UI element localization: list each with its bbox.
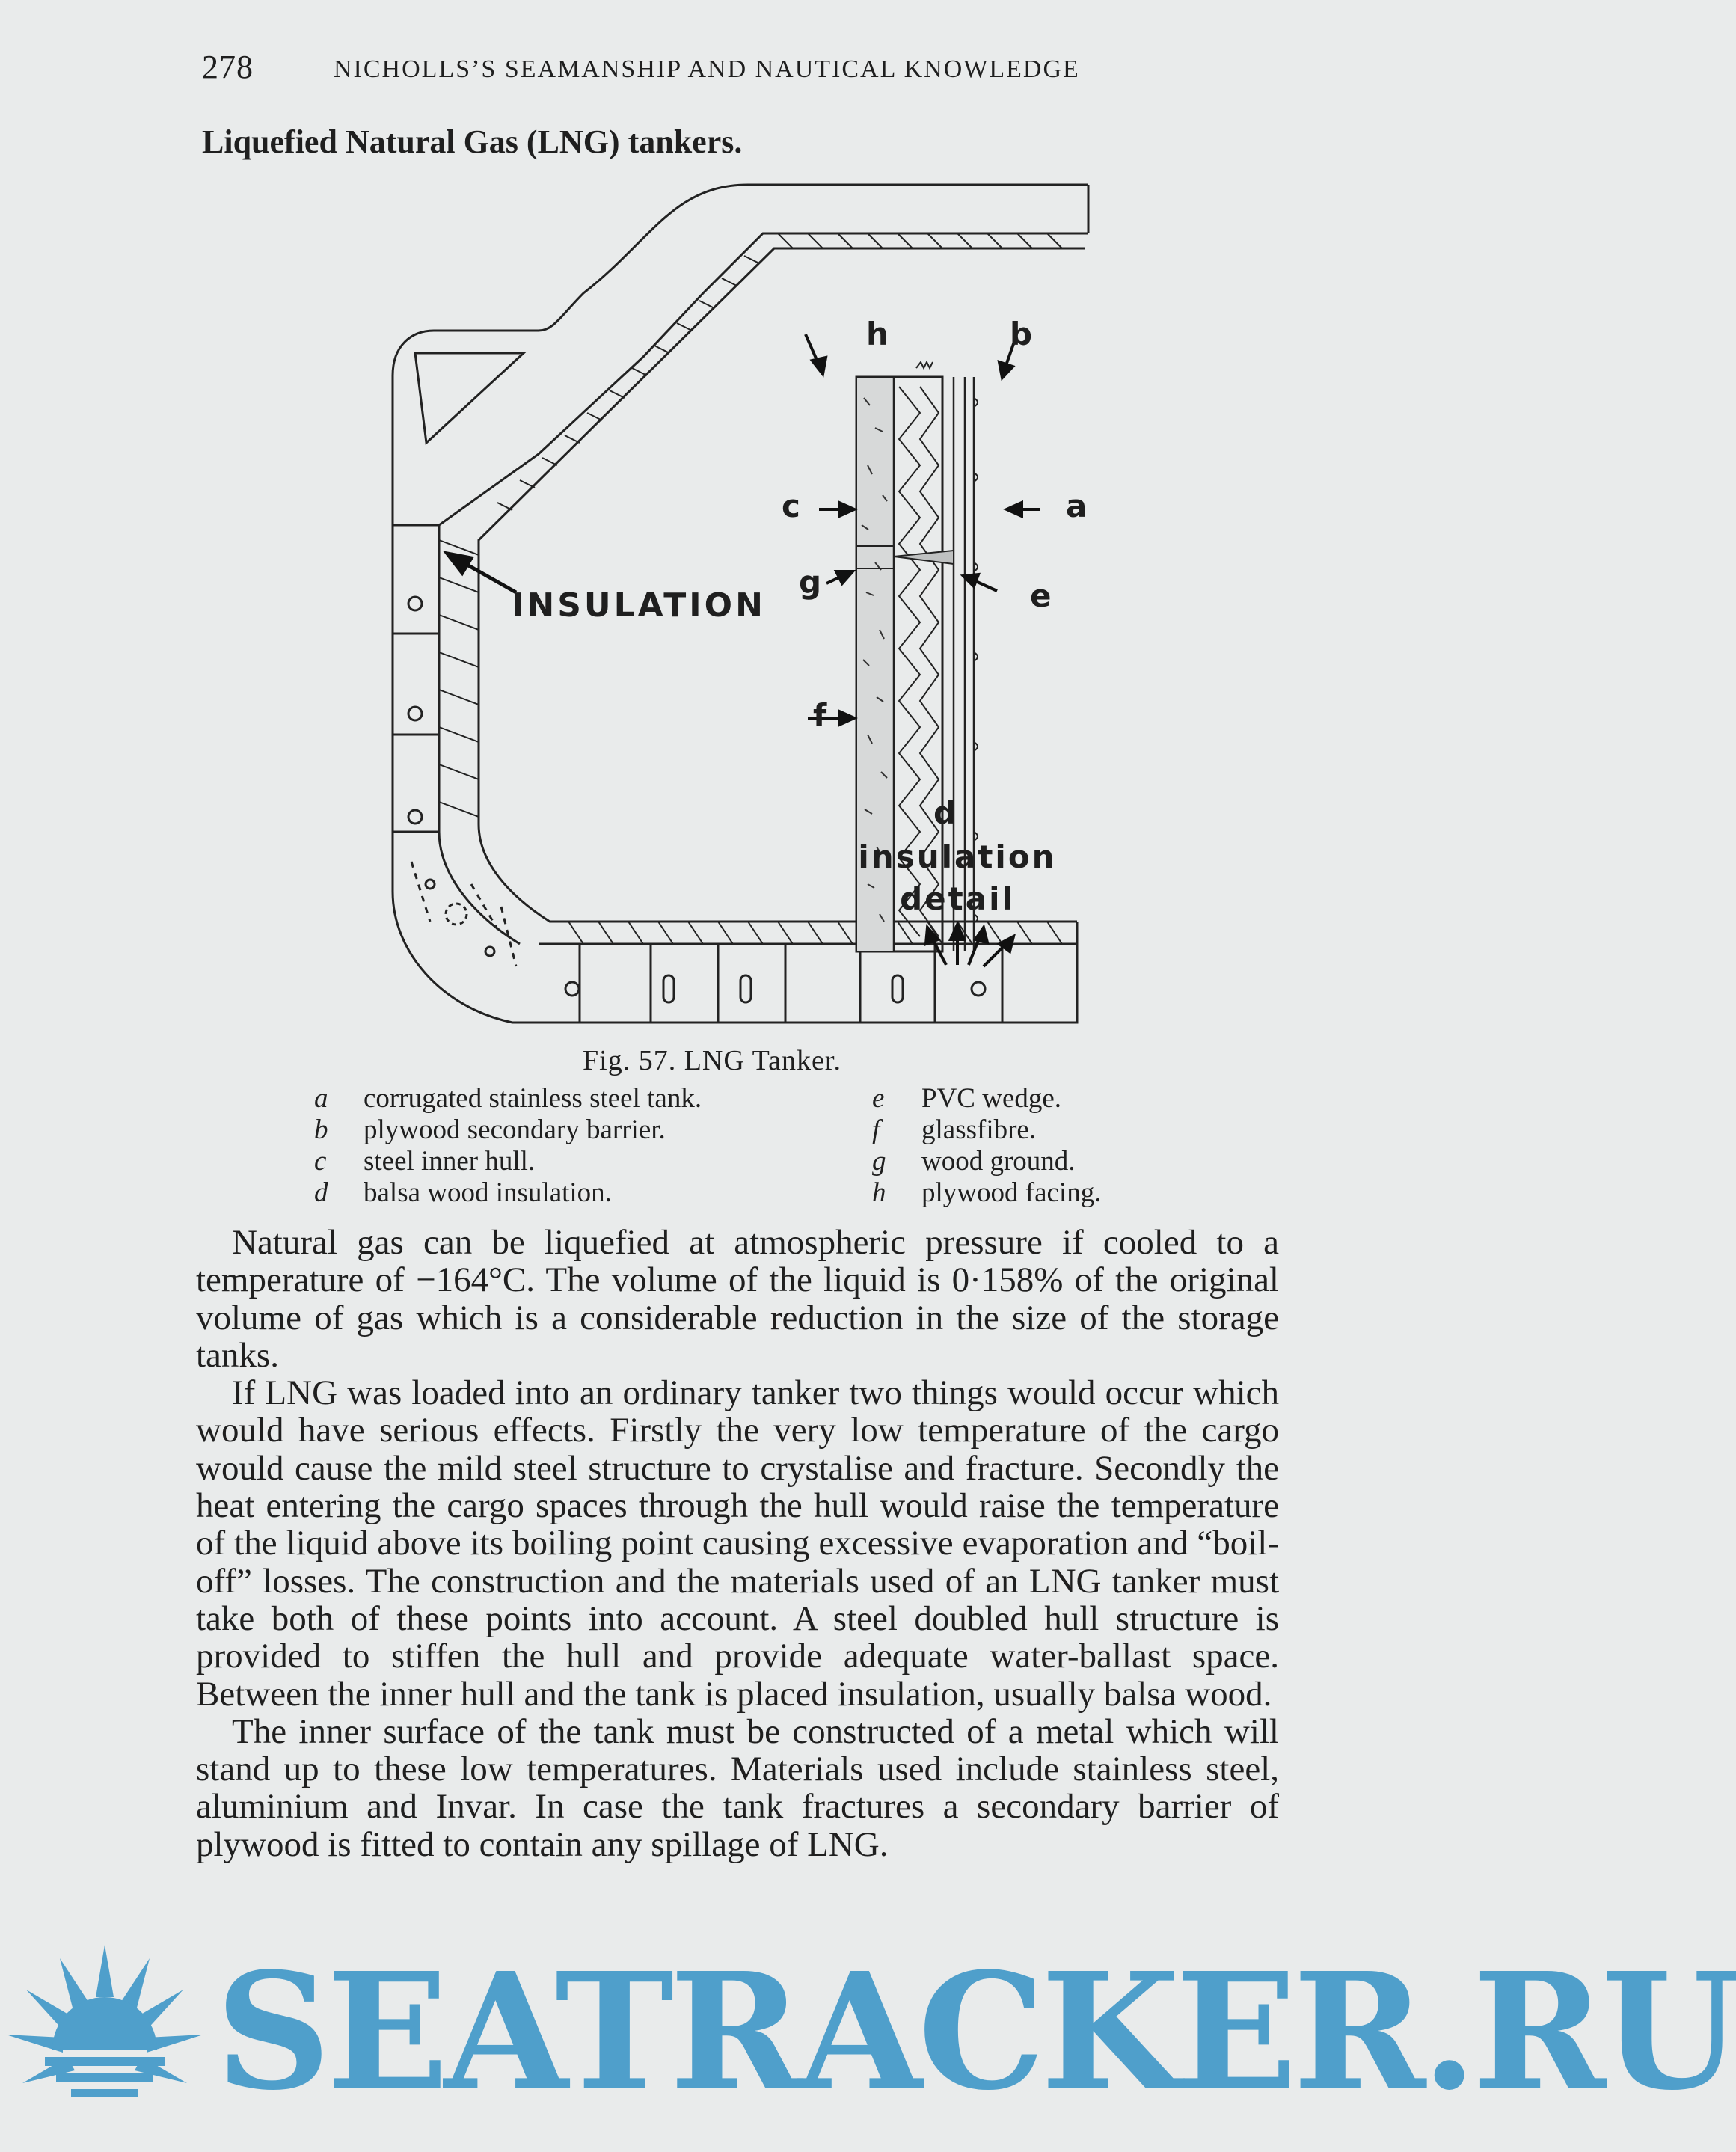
legend-text: steel inner hull. (364, 1146, 536, 1177)
legend-key: e (872, 1083, 885, 1114)
insulation-detail-caption (838, 836, 1077, 920)
sun-logo-icon (0, 1937, 217, 2117)
legend-row (872, 1083, 1101, 1115)
legend-text: balsa wood insulation. (364, 1177, 612, 1208)
legend-text: wood ground. (921, 1146, 1076, 1177)
topside-tank-triangle (415, 353, 524, 443)
legend-key: a (314, 1083, 328, 1114)
watermark (0, 1937, 1736, 2126)
insulation-lining-line (479, 248, 1088, 922)
running-head: NICHOLLS’S SEAMANSHIP AND NAUTICAL KNOWLEDGE (334, 55, 1080, 83)
figure-caption: Fig. 57. LNG Tanker. (583, 1045, 841, 1076)
legend-key: g (872, 1146, 886, 1177)
legend-key: c (314, 1146, 327, 1177)
body-text (196, 1224, 1279, 1863)
watermark-text: SEATRACKER.RU (215, 1938, 1736, 2126)
legend-text: glassfibre. (921, 1115, 1037, 1145)
page-header (202, 48, 1182, 93)
legend-key: b (314, 1115, 328, 1145)
lng-tanker-figure (359, 174, 1107, 1049)
page-number: 278 (202, 49, 254, 85)
legend-row (314, 1177, 702, 1209)
paragraph: The inner surface of the tank must be constructed of a metal which will stand up to these low temperatures. Materials used include stainless steel, aluminium and Invar. In case the tank fractures a secondary barrier of plywood is fitted to contain any spillage of LNG. (196, 1711, 1279, 1864)
detail-letter-a: a (1066, 488, 1088, 524)
paragraph: If LNG was loaded into an ordinary tanker two things would occur which would have serious effects. Firstly the very low temperature of the cargo would cause the mild steel structure to crystalise and fracture. Secondly the heat entering the cargo spaces through the hull would raise the temperature of the liquid above its boiling point causing excessive evaporation and “boil-off” losses. The construction and the materials used of an LNG tanker must take both of these points into account. A steel doubled hull structure is provided to stiffen the hull and provide adequate water-ballast space. Between the inner hull and the tank is placed insulation, usually balsa wood. (196, 1373, 1279, 1714)
legend-text: PVC wedge. (921, 1083, 1062, 1114)
legend-row (314, 1115, 702, 1146)
legend-row (872, 1115, 1101, 1146)
insulation-label: INSULATION (512, 586, 766, 625)
legend-text: corrugated stainless steel tank. (364, 1083, 702, 1114)
detail-letter-e: e (1030, 577, 1052, 614)
legend-row (314, 1083, 702, 1115)
detail-letter-f: f (813, 697, 827, 734)
detail-letter-b: b (1010, 316, 1033, 352)
detail-caption-line1: insulation (858, 839, 1057, 875)
detail-caption-line2: detail (900, 880, 1015, 917)
legend-text: plywood facing. (921, 1177, 1102, 1208)
detail-letter-h: h (866, 316, 889, 352)
legend-row (872, 1177, 1101, 1209)
legend-row (314, 1146, 702, 1177)
legend-text: plywood secondary barrier. (364, 1115, 666, 1145)
legend-left-column (314, 1083, 702, 1209)
section-title: Liquefied Natural Gas (LNG) tankers. (202, 123, 743, 160)
legend-key: h (872, 1177, 886, 1208)
legend-key: d (314, 1177, 328, 1208)
detail-letter-d: d (933, 794, 957, 831)
legend-key: f (872, 1115, 880, 1145)
legend-row (872, 1146, 1101, 1177)
legend-right-column (872, 1083, 1101, 1209)
detail-letter-c: c (782, 488, 800, 524)
detail-letter-g: g (799, 564, 822, 601)
paragraph: Natural gas can be liquefied at atmospheric pressure if cooled to a temperature of −164°C. The volume of the liquid is 0·158% of the original volume of gas which is a considerable reduction in the size of the storage tanks. (196, 1223, 1279, 1375)
